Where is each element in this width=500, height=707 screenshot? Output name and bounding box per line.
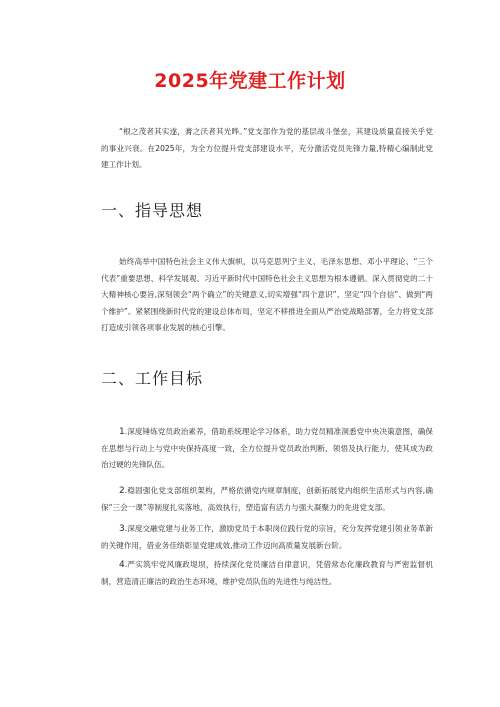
goal-item-3: [101, 521, 433, 554]
goal-text: .稳固强化党支部组织架构，严格依循党内规章制度，创新拓展党内组织生活形式与内容,确保“三会一课”等制度扎实落地、高效执行，塑造富有活力与强大凝聚力的先进党支部。: [101, 486, 433, 512]
intro-paragraph: “根之茂者其实遂，膏之沃者其光晔。”党支部作为党的基层战斗堡垒，其建设质量直接关乎党的事业兴衰。在2025年，为全方位提升党支部建设水平，充分激活党员先锋力量,特精心编制此党建工作计划。: [101, 127, 433, 170]
goal-text: .严实筑牢党风廉政堤坝，持续深化党员廉洁自律意识，凭借常态化廉政教育与严密监督机制，营造清正廉洁的政治生态环境，维护党员队伍的先进性与纯洁性。: [101, 560, 433, 586]
section-heading-guiding-ideology: 一、指导思想: [101, 201, 204, 220]
guiding-ideology-paragraph: 始终高举中国特色社会主义伟大旗帜，以马克思列宁主义、毛泽东思想、邓小平理论、“三个代表”重要思想、科学发展观、习近平新时代中国特色社会主义思想为根本遵循。深入贯彻党的二十大精神核心要旨,深刻领会“两个确立”的关键意义,切实增强“四个意识”、坚定“四个自信”、做到“两个维护”。紧紧围绕新时代党的建设总体布局，坚定不移推进全面从严治党战略部署，全力将党支部打造成引领各项事业发展的核心引擎。: [101, 257, 433, 333]
document-title: 2025年党建工作计划: [154, 70, 346, 92]
goal-number: 4: [119, 560, 125, 570]
goal-number: 3: [119, 524, 125, 534]
goal-number: 1: [119, 427, 125, 437]
section-heading-work-goals: 二、工作目标: [101, 369, 204, 388]
goal-text: .深度锤炼党员政治素养，借助系统理论学习体系，助力党员精准洞悉党中央决策意图，确保在思想与行动上与党中央保持高度一致，全方位提升党员政治判断、领悟及执行能力，使其成为政治过硬的先锋队伍。: [101, 427, 433, 470]
goal-text: .深度交融党建与业务工作，激励党员于本职岗位践行党的宗旨，充分发挥党建引领业务革新的关键作用，借业务佳绩彰显党建成效,推动工作迈向高质量发展新台阶。: [101, 524, 433, 550]
goal-number: 2: [119, 486, 125, 496]
goal-item-2: [101, 483, 433, 516]
goal-item-1: [101, 424, 433, 474]
goal-item-4: [101, 557, 433, 590]
